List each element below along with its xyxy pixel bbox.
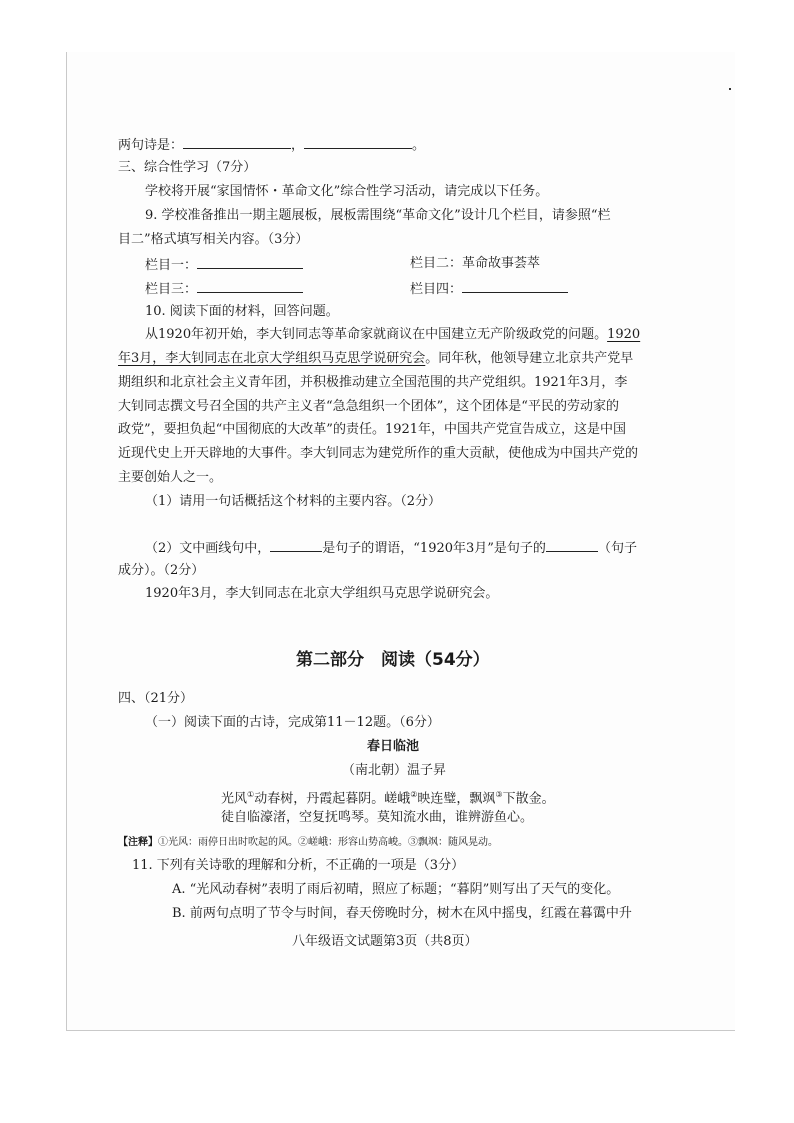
scan-speck	[729, 88, 731, 90]
answer-blank[interactable]	[546, 538, 598, 552]
period: 。	[412, 138, 426, 153]
sub-question: 成分）。（2分）	[118, 563, 205, 578]
poem-text: 光风	[221, 791, 248, 807]
answer-blank[interactable]	[304, 135, 412, 149]
notes-label: 【注释】	[118, 837, 158, 848]
question-text: 10. 阅读下面的材料，回答问题。	[145, 304, 339, 319]
answer-blank[interactable]	[270, 538, 322, 552]
underlined-sentence: 1920	[607, 327, 641, 342]
material-line: 主要创始人之一。	[118, 470, 223, 485]
option-b: B. 前两句点明了节令与时间，春天傍晚时分，树木在风中摇曳，红霞在暮霭中升	[172, 906, 632, 921]
underlined-sentence: 年3月，李大钊同志在北京大学组织马克思学说研究会	[118, 351, 426, 366]
page-footer: 八年级语文试题第3页（共8页）	[292, 934, 478, 949]
section-instruction: （一）阅读下面的古诗，完成第11－12题。（6分）	[145, 715, 440, 730]
poem-text: 映连璧，飘飒	[417, 791, 496, 807]
notes-text: ①光风：雨停日出时吹起的风。②嵯峨：形容山势高峻。③飘飒：随风晃动。	[158, 837, 498, 848]
answer-blank[interactable]	[197, 255, 303, 269]
material-text: 。同年秋，他领导建立北京共产党早	[425, 351, 634, 366]
column-label: 栏目三：	[145, 282, 198, 297]
poem-notes	[118, 834, 498, 851]
part-title: 第二部分 阅读（54分）	[296, 650, 490, 670]
column-label: 栏目一：	[145, 258, 198, 273]
section-heading: 四、（21分）	[118, 691, 194, 706]
answer-blank[interactable]	[462, 279, 568, 293]
question-text: 目二”格式填写相关内容。（3分）	[118, 232, 309, 247]
poem-title: 春日临池	[367, 739, 420, 754]
question-text: （2）文中画线句中，	[145, 541, 271, 556]
question-text: 是句子的谓语，“1920年3月”是句子的	[322, 541, 546, 556]
question-text: 11. 下列有关诗歌的理解和分析，不正确的一项是（3分）	[132, 858, 465, 873]
column-item: 栏目二：革命故事荟萃	[410, 256, 541, 271]
column-item	[145, 255, 303, 274]
poem-line	[221, 786, 555, 807]
poem-line: 徒自临濠渚，空复抚鸣琴。莫知流水曲，谁辨游鱼心。	[221, 810, 534, 825]
section-heading: 三、综合性学习（7分）	[118, 160, 257, 175]
answer-blank[interactable]	[183, 135, 291, 149]
question-text: （句子	[597, 541, 637, 556]
comma: ，	[291, 138, 305, 153]
answer-line-row	[118, 135, 425, 154]
column-item	[145, 279, 303, 298]
material-line: 大钊同志撰文号召全国的共产主义者“急急组织一个团体”，这个团体是“平民的劳动家的	[118, 399, 619, 414]
poem-text: 动春树，丹霞起暮阴。嵯峨	[254, 791, 411, 807]
answer-blank[interactable]	[197, 279, 303, 293]
material-line: 近现代史上开天辟地的大事件。李大钊同志为建党所作的重大贡献，使他成为中国共产党的	[118, 446, 639, 461]
material-line	[118, 350, 633, 367]
material-line: 政党”，要担负起“中国彻底的大改革”的责任。1921年，中国共产党宣告成立，这是中国	[118, 422, 627, 437]
answer-prompt: 两句诗是：	[118, 138, 184, 153]
question-text: 9. 学校准备推出一期主题展板，展板需围绕“革命文化”设计几个栏目，请参照“栏	[145, 208, 611, 223]
footnote-marker: ①	[247, 790, 255, 799]
column-label: 栏目四：	[410, 282, 463, 297]
footnote-marker: ②	[410, 790, 418, 799]
option-a: A. “光风动春树”表明了雨后初晴，照应了标题；“暮阴”则写出了天气的变化。	[172, 882, 620, 897]
material-line	[145, 326, 640, 343]
sub-question: （1）请用一句话概括这个材料的主要内容。（2分）	[145, 494, 442, 509]
example-sentence: 1920年3月，李大钊同志在北京大学组织马克思学说研究会。	[145, 586, 499, 601]
poem-text: 下散金。	[502, 791, 555, 807]
column-item	[410, 279, 568, 298]
material-text: 从1920年初开始，李大钊同志等革命家就商议在中国建立无产阶级政党的问题。	[145, 327, 608, 342]
material-line: 期组织和北京社会主义青年团，并积极推动建立全国范围的共产党组织。1921年3月，李	[118, 375, 628, 390]
sub-question	[145, 538, 637, 557]
paragraph: 学校将开展“家国情怀・革命文化”综合性学习活动，请完成以下任务。	[145, 184, 549, 199]
poem-author: （南北朝）温子昇	[342, 763, 447, 778]
footnote-marker: ③	[495, 790, 503, 799]
